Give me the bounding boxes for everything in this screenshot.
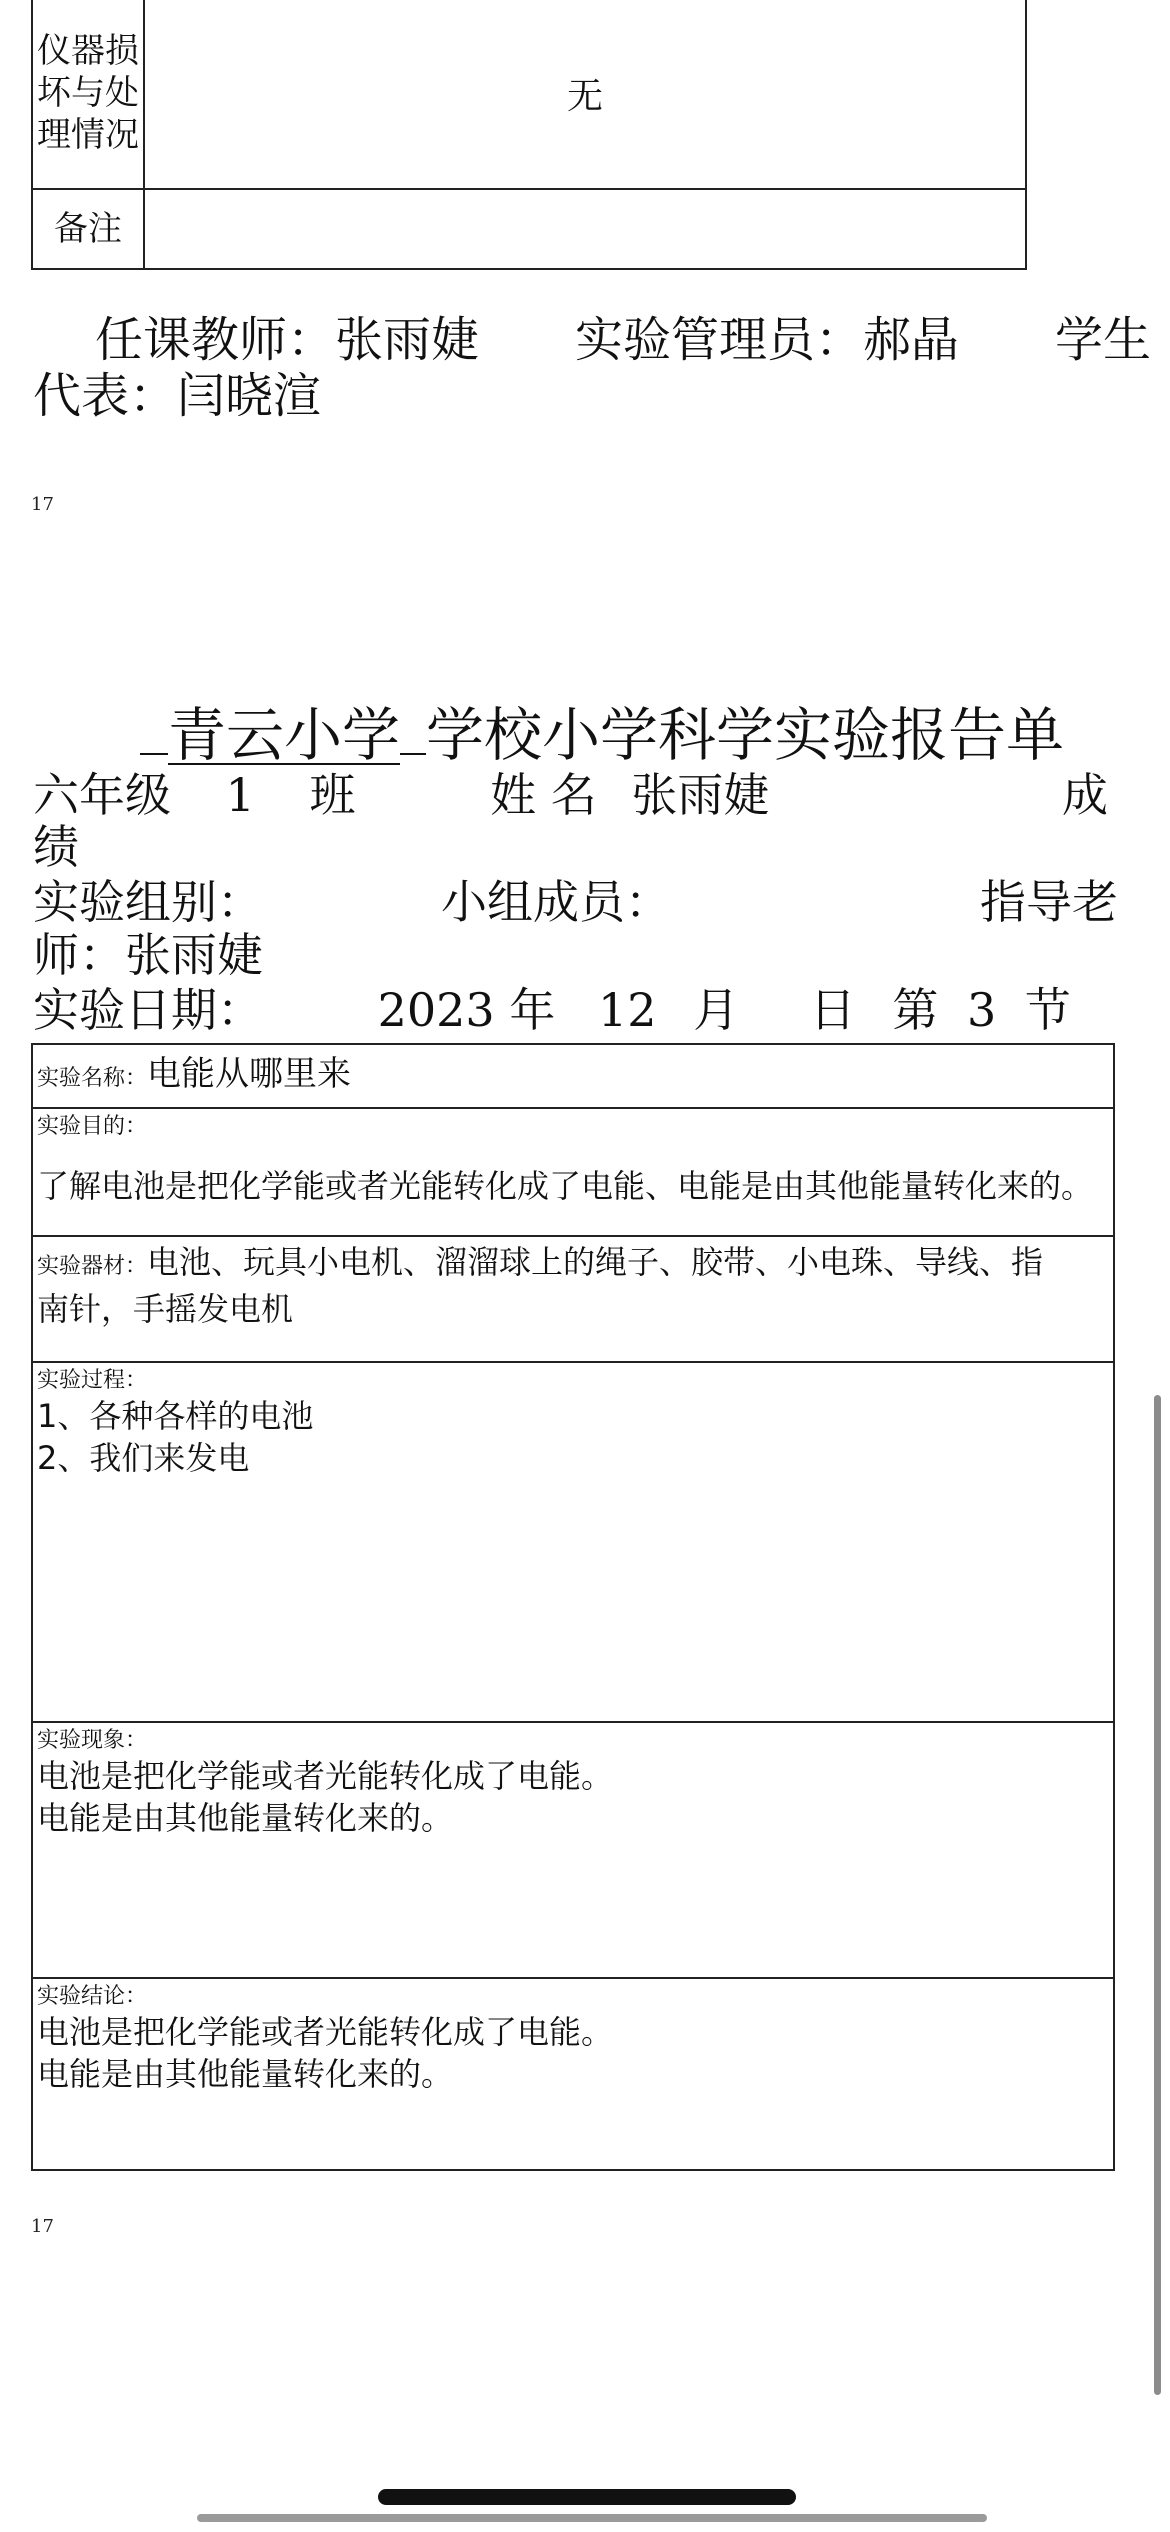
equipment-line-1-container: [37, 1241, 1109, 1288]
purpose-text: 了解电池是把化学能或者光能转化成了电能、电能是由其他能量转化来的。: [37, 1167, 1094, 1205]
purpose-label: 实验目的：: [37, 1114, 148, 1139]
page-number: 17: [31, 2216, 54, 2237]
period-suffix: 节: [1024, 983, 1071, 1037]
conclusion-line: 电池是把化学能或者光能转化成了电能。: [37, 2013, 614, 2051]
members-label: 小组成员：: [441, 875, 671, 929]
grade-line: [33, 768, 1118, 822]
report-table: [31, 1043, 1115, 2171]
title-blank-before: [140, 701, 168, 755]
period-number: 3: [967, 983, 997, 1037]
phenomenon-label: 实验现象：: [37, 1728, 148, 1753]
damage-value: 无: [144, 0, 1026, 189]
vertical-scrollbar[interactable]: [1154, 1395, 1161, 2395]
score-label: 成: [1062, 768, 1108, 822]
date-month: 12: [597, 983, 657, 1037]
phenomenon-row: [33, 1721, 1113, 1977]
equipment-text-2: 南针，手摇发电机: [37, 1290, 294, 1328]
class-label: 班: [309, 768, 356, 822]
process-step: 1、各种各样的电池: [37, 1397, 314, 1435]
damage-label-line: 坏与处: [37, 73, 139, 113]
damage-label-line: 理情况: [37, 115, 139, 155]
phenomenon-line: 电能是由其他能量转化来的。: [37, 1799, 454, 1837]
year-label: 年: [509, 983, 556, 1037]
process-label: 实验过程：: [37, 1368, 148, 1393]
process-step: 2、我们来发电: [37, 1439, 250, 1477]
date-year: 2023: [377, 983, 495, 1037]
experiment-name: 电能从哪里来: [147, 1054, 352, 1094]
student-name: 张雨婕: [631, 768, 770, 822]
period-prefix: 第: [892, 983, 939, 1037]
experiment-name-label: 实验名称：: [37, 1066, 148, 1091]
phenomenon-line: 电池是把化学能或者光能转化成了电能。: [37, 1757, 614, 1795]
school-name: 青云小学: [168, 701, 401, 769]
advisor-line: 师：张雨婕: [33, 928, 263, 982]
staff-signature-block: [33, 312, 1152, 424]
conclusion-label: 实验结论：: [37, 1984, 148, 2009]
staff-line-2: 代表：闫晓渲: [33, 368, 322, 424]
month-label: 月: [693, 983, 740, 1037]
experiment-name-row: [33, 1045, 1113, 1107]
damage-label-line: 仪器损: [37, 31, 139, 71]
previous-page-table: [31, 0, 1027, 270]
advisor-label: 指导老: [980, 875, 1118, 929]
horizontal-scrollbar[interactable]: [197, 2514, 987, 2522]
damage-label-cell: [32, 0, 144, 189]
equipment-row: [33, 1235, 1113, 1361]
report-title: [140, 700, 1064, 770]
title-blank-after: [400, 701, 426, 755]
report-title-suffix: 学校小学科学实验报告单: [426, 701, 1065, 769]
day-label: 日: [809, 983, 856, 1037]
home-indicator[interactable]: [378, 2489, 796, 2505]
date-label: 实验日期：: [33, 983, 263, 1037]
grade: 六年级: [33, 768, 171, 822]
staff-line-1: 任课教师：张雨婕 实验管理员：郝晶 学生: [95, 312, 1152, 368]
score-label-continued: 绩: [33, 820, 79, 874]
purpose-row: [33, 1107, 1113, 1235]
page-number: 17: [31, 494, 54, 515]
conclusion-line: 电能是由其他能量转化来的。: [37, 2055, 454, 2093]
group-line: [33, 875, 1118, 929]
equipment-label: 实验器材：: [37, 1254, 148, 1279]
name-label: 姓 名: [490, 768, 597, 822]
group-label: 实验组别：: [33, 875, 263, 929]
equipment-text-1: 电池、玩具小电机、溜溜球上的绳子、胶带、小电珠、导线、指: [147, 1243, 1044, 1281]
remarks-label: 备注: [32, 189, 144, 269]
remarks-value: [144, 189, 1026, 269]
class-number: 1: [225, 768, 255, 822]
conclusion-row: [33, 1977, 1113, 2169]
date-line: [33, 983, 1118, 1037]
process-row: [33, 1361, 1113, 1721]
